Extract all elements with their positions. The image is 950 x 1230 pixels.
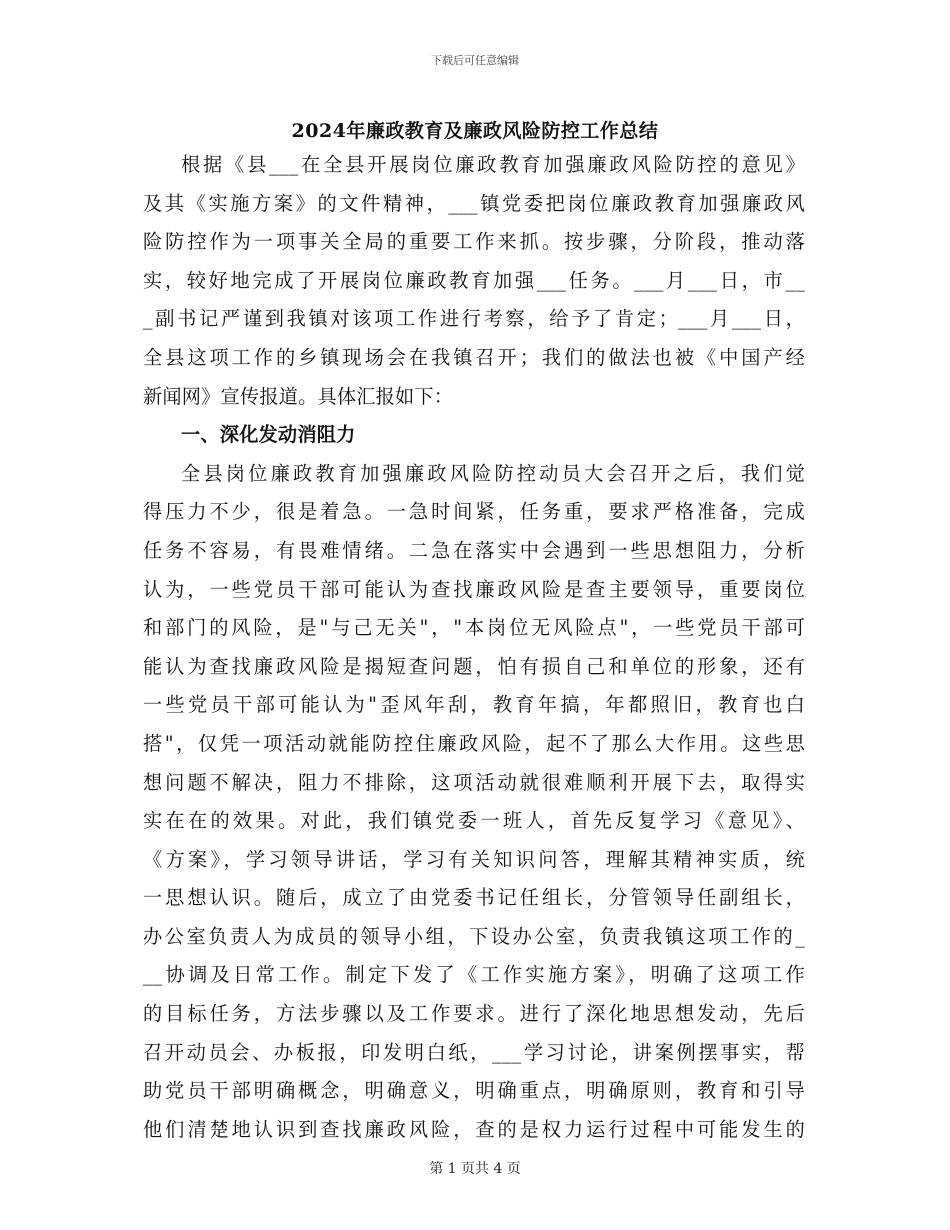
paragraph-line: 他们清楚地认识到查找廉政风险，查的是权力运行过程中可能发生的 xyxy=(143,1117,805,1141)
paragraph-line: 实，较好地完成了开展岗位廉政教育加强___任务。___月___日，市__ xyxy=(143,268,805,292)
paragraph-line: 新闻网》宣传报道。具体汇报如下： xyxy=(143,384,454,408)
paragraph-line: 全县岗位廉政教育加强廉政风险防控动员大会召开之后，我们觉 xyxy=(181,461,805,485)
paragraph-line: 认为，一些党员干部可能认为查找廉政风险是查主要领导，重要岗位 xyxy=(143,577,805,601)
section-heading: 一、深化发动消阻力 xyxy=(181,423,356,447)
page-header: 下载后可任意编辑 xyxy=(431,54,519,67)
paragraph-line: __协调及日常工作。制定下发了《工作实施方案》，明确了这项工作 xyxy=(143,963,805,987)
paragraph-line: 想问题不解决，阻力不排除，这项活动就很难顺利开展下去，取得实 xyxy=(143,770,805,794)
document-body xyxy=(143,146,805,1149)
paragraph-line: 的目标任务，方法步骤以及工作要求。进行了深化地思想发动，先后 xyxy=(143,1002,805,1026)
paragraph-line: 搭"，仅凭一项活动就能防控住廉政风险，起不了那么大作用。这些思 xyxy=(143,731,805,755)
paragraph-line: 根据《县___在全县开展岗位廉政教育加强廉政风险防控的意见》 xyxy=(181,153,805,176)
paragraph-line: 助党员干部明确概念，明确意义，明确重点，明确原则，教育和引导 xyxy=(143,1079,805,1103)
paragraph-line: 办公室负责人为成员的领导小组，下设办公室，负责我镇这项工作的_ xyxy=(143,924,805,948)
paragraph-line: 《方案》，学习领导讲话，学习有关知识问答，理解其精神实质，统 xyxy=(143,847,805,871)
paragraph-line: _副书记严谨到我镇对该项工作进行考察，给予了肯定；___月___日， xyxy=(143,307,805,331)
paragraph-line: 全县这项工作的乡镇现场会在我镇召开；我们的做法也被《中国产经 xyxy=(143,345,805,369)
paragraph-line: 一思想认识。随后，成立了由党委书记任组长，分管领导任副组长， xyxy=(143,886,805,910)
paragraph-line: 和部门的风险，是"与己无关"，"本岗位无风险点"，一些党员干部可 xyxy=(143,616,805,640)
paragraph-line: 及其《实施方案》的文件精神，___镇党委把岗位廉政教育加强廉政风 xyxy=(143,191,805,215)
paragraph-line: 实在在的效果。对此，我们镇党委一班人，首先反复学习《意见》、 xyxy=(143,809,805,833)
paragraph-line: 任务不容易，有畏难情绪。二急在落实中会遇到一些思想阻力，分析 xyxy=(143,538,805,562)
paragraph-line: 召开动员会、办板报，印发明白纸，___学习讨论，讲案例摆事实，帮 xyxy=(143,1040,805,1064)
page-footer: 第 1 页共 4 页 xyxy=(429,1161,521,1177)
paragraph-line: 一些党员干部可能认为"歪风年刮，教育年搞，年都照旧，教育也白 xyxy=(143,693,805,717)
document-title: 2024年廉政教育及廉政风险防控工作总结 xyxy=(291,120,659,142)
paragraph-line: 得压力不少，很是着急。一急时间紧，任务重，要求严格准备，完成 xyxy=(143,500,805,524)
paragraph-line: 险防控作为一项事关全局的重要工作来抓。按步骤，分阶段，推动落 xyxy=(143,230,805,254)
paragraph-line: 能认为查找廉政风险是揭短查问题，怕有损自己和单位的形象，还有 xyxy=(143,654,805,678)
